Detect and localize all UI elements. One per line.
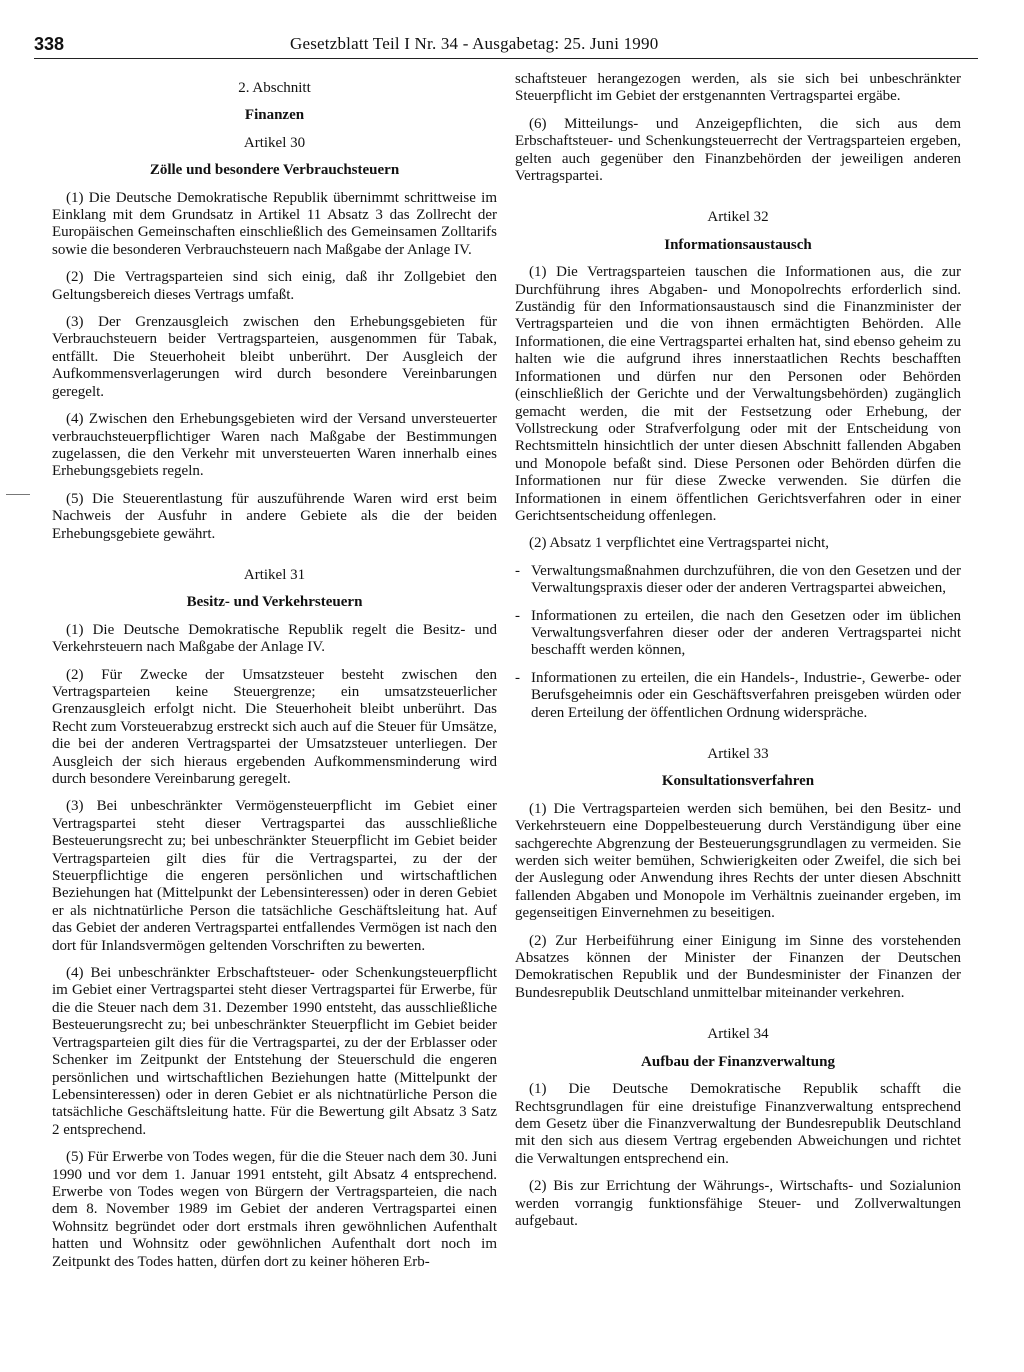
article-31-paragraph-4: (4) Bei unbeschränkter Erbschaftsteuer- oder Schenkungsteuerpflicht im Gebiet einer Vertragspartei steht dieser Vertragspartei für Erwerbe, für die die Steuer nach dem 31. Dezember 1990 entsteht, das ausschließliche Besteuerungsrecht zu; bei unbeschränkter Steuerpflicht im Gebiet beider Vertragsparteien gilt dies für die Vertragspartei, zu der der Erblasser oder Schenker im Zeitpunkt der Entstehung der Steuerschuld die engeren persönlichen und wirtschaftlichen Beziehungen hatte (Mittelpunkt der Lebensinteressen) oder in deren Gebiet er als nichtnatürliche Person die tatsächliche Geschäftsleitung hatte. Für die Bewertung gilt Absatz 3 Satz 2 entsprechend. [52,965,497,1138]
margin-mark [6,494,30,495]
article-30-paragraph-5: (5) Die Steuerentlastung für auszuführende Waren wird erst beim Nachweis der Ausfuhr in andere Gebiete als die der beiden Erhebungsgebiete gewährt. [52,490,497,542]
dash-bullet: - [515,669,520,686]
article-31-number: Artikel 31 [243,566,306,583]
article-34-paragraph-2: (2) Bis zur Errichtung der Währungs-, Wirtschafts- und Sozialunion werden vorrangig funktionsfähige Steuer- und Zollverwaltungen aufgebaut. [515,1178,961,1229]
right-column [515,71,961,1240]
article-30-paragraph-3: (3) Der Grenzausgleich zwischen den Erhebungsgebieten für Verbrauchsteuern beider Vertragsparteien, ausgenommen für Tabak, entfällt. Die Steuerhoheit bleibt unberührt. Der Ausgleich der Aufkommensverlagerungen wird durch besondere Vereinbarungen geregelt. [52,314,497,400]
article-31-paragraph-2: (2) Für Zwecke der Umsatzsteuer besteht zwischen den Vertragsparteien keine Steuergrenze; ein umsatzsteuerlicher Grenzausgleich erfolgt nicht. Die Steuerhoheit bleibt unberührt. Das Recht zum Vorsteuerabzug erstreckt sich auch auf die Steuer für Umsätze, die bei der anderen Vertragspartei der Umsatzsteuer unterliegen. Der Ausgleich der sich hieraus ergebenden Aufkommensminderung wird durch besondere Vereinbarung geregelt. [52,666,497,787]
spacer [515,195,961,209]
article-31-paragraph-5: (5) Für Erwerbe von Todes wegen, für die die Steuer nach dem 30. Juni 1990 und vor dem 1. Januar 1991 entsteht, gilt Absatz 4 entsprechend. Erwerbe von Todes wegen von Bürgern der Vertragsparteien, die nach dem 8. November 1989 im Gebiet der anderen Vertragspartei einen Wohnsitz begründet oder dort erstmals ihren gewöhnlichen Aufenthalt hatten und Wohnsitz oder gewöhnlichen Aufenthalt dort noch im Zeitpunkt des Todes hatten, dürfen dort zu keiner höheren Erb- [52,1149,497,1270]
part-title: Finanzen [244,107,305,124]
left-column [52,80,497,1281]
article-33-title: Konsultationsverfahren [661,773,815,790]
list-item-text: Informationen zu erteilen, die nach den Gesetzen oder im üblichen Verwaltungsverfahren dieser oder der anderen Vertragspartei nicht beschafft werden können, [531,607,961,659]
article-31-paragraph-1: (1) Die Deutsche Demokratische Republik regelt die Besitz- und Verkehrsteuern nach Maßgabe der Anlage IV. [52,621,497,656]
article-30-paragraph-4: (4) Zwischen den Erhebungsgebieten wird der Versand unversteuerter verbrauchsteuerpflichtiger Waren nach Maßgabe der Bestimmungen zugelassen, die den Verkehr mit unversteuerten Waren innerhalb eines Erhebungsgebiets regeln. [52,411,497,480]
article-34-paragraph-1: (1) Die Deutsche Demokratische Republik schafft die Rechtsgrundlagen für eine dreistufige Finanzverwaltung entsprechend dem Gesetz über die Finanzverwaltung der Bundesrepublik Deutschland mit den sich aus diesem Vertrag ergebenden Abweichungen und richtet die Verwaltungen entsprechend ein. [515,1081,961,1167]
page-header [34,34,978,56]
article-30-paragraph-2: (2) Die Vertragsparteien sind sich einig, daß ihr Zollgebiet den Geltungsbereich dieses Vertrags umfaßt. [52,269,497,303]
article-32-paragraph-2: (2) Absatz 1 verpflichtet eine Vertragspartei nicht, [529,535,830,552]
dash-bullet: - [515,562,520,579]
dash-bullet: - [515,607,520,624]
article-31-title: Besitz- und Verkehrsteuern [186,594,363,611]
section-heading: 2. Abschnitt [238,80,311,96]
list-item-text: Informationen zu erteilen, die ein Handels-, Industrie-, Gewerbe- oder Berufsgeheimnis oder ein Geschäftsverfahren preisgeben würden oder deren Erteilung der öffentlichen Ordnung widerspräche. [531,669,961,721]
header-rule [34,58,978,59]
article-33-number: Artikel 33 [707,746,769,762]
list-item [515,608,961,660]
article-34-title: Aufbau der Finanzverwaltung [641,1053,835,1070]
list-item-text: Verwaltungsmaßnahmen durchzuführen, die von den Gesetzen und der Verwaltungspraxis dieser oder der anderen Vertragspartei abweichen, [531,562,961,597]
article-31-paragraph-6: (6) Mitteilungs- und Anzeigepflichten, die sich aus dem Erbschaftsteuer- und Schenkungsteuerrecht der Vertragsparteien ergeben, gelten auch gegenüber den Finanzbehörden der jeweiligen anderen Vertragspartei. [515,115,961,185]
article-33-paragraph-1: (1) Die Vertragsparteien werden sich bemühen, bei den Besitz- und Verkehrsteuern eine Doppelbesteuerung durch Verständigung über eine sachgerechte Abgrenzung der Besteuerungsgrundlagen zu vermeiden. Sie werden sich weiter bemühen, Schwierigkeiten oder Zweifel, die sich bei der Auslegung oder Anwendung ihres Rechts der unter diesen Abschnitt fallenden Abgaben und Monopole im Verhältnis zueinander ergeben, im gegenseitigen Einvernehmen zu beseitigen. [515,800,961,922]
article-30-title: Zölle und besondere Verbrauchsteuern [149,162,400,179]
list-item [515,670,961,722]
page-number: 338 [34,34,65,54]
spacer [515,732,961,746]
spacer [52,553,497,567]
article-30-paragraph-1: (1) Die Deutsche Demokratische Republik übernimmt schrittweise im Einklang mit dem Grundsatz in Artikel 11 Absatz 3 das Zollrecht der Europäischen Gemeinschaften einschließlich des Gemeinsamen Zolltarifs sowie die besonderen Verbrauchsteuern nach Maßgabe der Anlage IV. [52,189,497,258]
running-title: Gesetzblatt Teil I Nr. 34 - Ausgabetag: 25. Juni 1990 [290,34,659,53]
article-32-number: Artikel 32 [707,209,769,226]
article-30-number: Artikel 30 [243,134,306,151]
article-31-paragraph-3: (3) Bei unbeschränkter Vermögensteuerpflicht im Gebiet einer Vertragspartei steht dieser Vertragspartei das ausschließliche Besteuerungsrecht zu; bei unbeschränkter Steuerpflicht im Gebiet beider Vertragsparteien gilt dies für die Vertragspartei, zu der der Steuerpflichtige die engeren persönlichen und wirtschaftlichen Beziehungen hat (Mittelpunkt der Lebensinteressen) oder in deren Gebiet er als nichtnatürliche Person die tatsächliche Geschäftsleitung hat. Auf das Gebiet der anderen Vertragspartei entfallendes Vermögen ist nach den dort für Inlandsvermögen geltenden Vorschriften zu bewerten. [52,798,497,954]
list-item [515,563,961,598]
continued-text: schaftsteuer herangezogen werden, als sie sich bei unbeschränkter Steuerpflicht im Gebiet der erstgenannten Vertragspartei ergäbe. [515,71,961,105]
spacer [515,1012,961,1026]
article-33-paragraph-2: (2) Zur Herbeiführung einer Einigung im Sinne des vorstehenden Absatzes können der Minister der Finanzen der Deutschen Demokratischen Republik und der Bundesminister der Finanzen der Bundesrepublik Deutschland unmittelbar miteinander verkehren. [515,932,961,1001]
article-34-number: Artikel 34 [707,1026,769,1043]
article-32-paragraph-1: (1) Die Vertragsparteien tauschen die Informationen aus, die zur Durchführung ihres Abgaben- und Monopolrechts erforderlich sind. Zuständig für den Informationsaustausch sind die Finanzminister der Vertragsparteien und die von ihnen ermächtigten Behörden. Alle Informationen, die eine Vertragspartei erhalten hat, sind ebenso geheim zu halten wie die aufgrund ihres innerstaatlichen Rechts beschafften Informationen und dürfen nur den Personen oder Behörden (einschließlich der Gerichte und der Verwaltungsbehörden) zugänglich gemacht werden, die mit der Festsetzung oder Erhebung, der Vollstreckung oder Strafverfolgung oder mit der Entscheidung von Rechtsmitteln hinsichtlich der unter diesen Abschnitt fallenden Abgaben und Monopole befaßt sind. Diese Personen oder Behörden dürfen die Informationen nur für diese Zwecke verwenden. Sie dürfen die Informationen in einem öffentlichen Gerichtsverfahren oder in einer Gerichtsentscheidung offenlegen. [515,264,961,524]
article-32-title: Informationsaustausch [664,236,812,253]
